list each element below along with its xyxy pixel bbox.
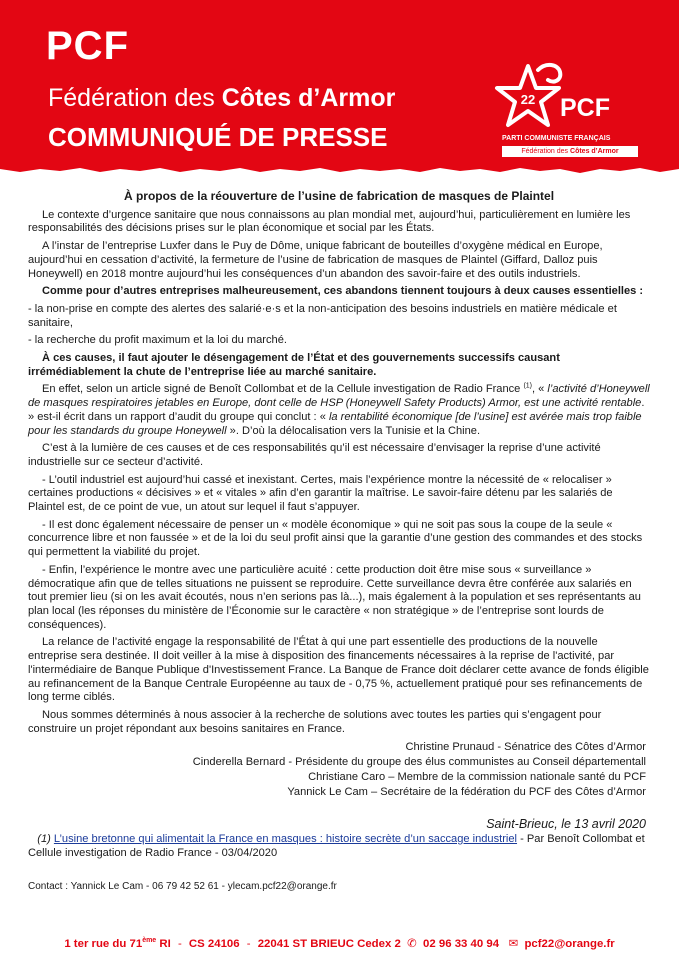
logo-federation-prefix: Fédération des: [521, 148, 571, 155]
paragraph-state-disengagement: À ces causes, il faut ajouter le désengagement de l’État et des gouvernements successifs causant irrémédiablement la chute de l’entreprise liée au marché sanitaire.: [28, 352, 560, 378]
paragraph-industrial-tool: - L’outil industriel est aujourd’hui cassé et inexistant. Certes, mais l’expérience montre la nécessité de « relocaliser » certaines productions « décisives » et « vitales » afin d’en garantir la maîtrise. Le savoir-faire détenu par les salariés de Plaintel est, de ce point de vue, un atout sur lequel il faut s’appuyer.: [28, 473, 613, 514]
pcf22-logo: [494, 60, 644, 160]
footnote: [28, 833, 650, 860]
audit-text: . » est-il écrit dans un rapport d’audit du groupe qui conclut : «: [28, 397, 645, 423]
logo-federation: [502, 146, 638, 157]
cause-item: - la non-prise en compte des alertes des salarié·e·s et la non-anticipation des besoins industriels en matière médicale et sanitaire,: [28, 302, 617, 329]
audit-text: En effet, selon un article signé de Benoît Collombat et de la Cellule investigation de Radio France: [42, 383, 524, 396]
header-doc-type: COMMUNIQUÉ DE PRESSE: [48, 122, 388, 152]
paragraph-responsibilities: C’est à la lumière de ces causes et de ces responsabilités qu’il est nécessaire d’envisager la reprise d’une activité industrielle sur ce secteur d’activité.: [28, 442, 601, 468]
star-logo-icon: [494, 60, 564, 132]
footer-email[interactable]: pcf22@orange.fr: [524, 938, 615, 950]
header-federation-prefix: Fédération des: [48, 84, 222, 112]
logo-pcf: PCF: [560, 94, 610, 122]
banner-torn-edge: [0, 164, 679, 176]
signatory: Yannick Le Cam – Secrétaire de la fédération du PCF des Côtes d’Armor: [287, 786, 646, 799]
footer-address: [0, 936, 679, 950]
article-title: À propos de la réouverture de l’usine de fabrication de masques de Plaintel: [123, 189, 555, 203]
footer-phone: 02 96 33 40 94: [423, 938, 500, 950]
header-federation-name: Côtes d’Armor: [221, 84, 396, 112]
signatories: [28, 740, 650, 800]
paragraph-audit-report: [28, 383, 650, 438]
footnote-source-rest: - Par Benoît Collombat et Cellule investigation de Radio France - 03/04/2020: [28, 833, 645, 859]
audit-text: , «: [532, 383, 548, 396]
signatory: Christine Prunaud - Sénatrice des Côtes d’Armor: [405, 741, 646, 754]
logo-federation-name: Côtes d’Armor: [570, 148, 619, 155]
logo-subtitle: PARTI COMMUNISTE FRANÇAIS: [502, 135, 611, 142]
phone-icon: ✆: [403, 938, 420, 950]
header-federation: [48, 86, 395, 111]
audit-quote: l’activité d’Honeywell de masques respiratoires jetables en Europe, dont celle de HSP (Honeywell Safety Products) Armor, est une activité rentable: [28, 383, 650, 410]
footnote-marker: (1): [37, 833, 51, 846]
envelope-icon: ✉: [502, 938, 522, 950]
footnote-ref: (1): [523, 382, 532, 390]
footnote-source-link[interactable]: L’usine bretonne qui alimentait la France en masques : histoire secrète d’un saccage industriel: [53, 833, 518, 846]
audit-text: ». D’où la délocalisation vers la Tunisie et la Chine.: [226, 424, 481, 437]
logo-number: 22: [520, 92, 536, 107]
header-pcf: PCF: [46, 24, 129, 68]
press-release-body: [28, 190, 650, 894]
signatory: Cinderella Bernard - Présidente du groupe des élus communistes au Conseil départementall: [192, 756, 646, 769]
footer-street: [64, 938, 170, 950]
press-header-banner: [0, 0, 679, 168]
footer-street-pre: 1 ter rue du 71: [64, 938, 143, 950]
paragraph-context: Le contexte d’urgence sanitaire que nous connaissons au plan mondial met, aujourd’hui, particulièrement en lumière les responsabilités des décisions prises sur le plan économique et social par les États.: [28, 208, 631, 235]
footer-street-sup: ème: [142, 937, 157, 945]
footer-cs: CS 24106: [188, 938, 240, 950]
cause-item: - la recherche du profit maximum et la loi du marché.: [28, 334, 287, 347]
paragraph-luxfer: A l’instar de l’entreprise Luxfer dans le Puy de Dôme, unique fabricant de bouteilles d’oxygène médical en Europe, aujourd’hui en cessation d’activité, la fermeture de l’usine de fabrication de masques de Plaintel (Giffard, Dalloz puis Honeywell) en 2018 montre aujourd’hui les conséquences d’un abandon des savoir-faire et des outils industriels.: [28, 240, 603, 280]
footer-separator: -: [177, 938, 182, 950]
paragraph-relaunch: La relance de l’activité engage la responsabilité de l’État à qui une part essentielle des productions de la nouvelle entreprise sera destinée. Il doit veiller à la mise à disposition des financements nécessaires à la reprise de l'activité, par l'intermédiaire de Banque Publique d'Investissement France. La Banque de France doit déclarer cette avance de fonds éligible au refinancement de la Banque Centrale Européenne au taux de - 0,75 %, actuellement pratiqué pour ses refinancements de long terme ciblés.: [28, 636, 649, 704]
signatory: Christiane Caro – Membre de la commission nationale santé du PCF: [308, 771, 646, 784]
date-line: Saint-Brieuc, le 13 avril 2020: [486, 817, 646, 832]
paragraph-commitment: Nous sommes déterminés à nous associer à la recherche de solutions avec toutes les parties qui s’engagent pour construire un projet répondant aux besoins sanitaires en France.: [28, 708, 602, 735]
audit-quote: la rentabilité économique [de l’usine] est avérée mais trop faible pour les standards du groupe Honeywell: [28, 410, 642, 437]
footer-city: 22041 ST BRIEUC Cedex 2: [257, 938, 401, 950]
contact-line: Contact : Yannick Le Cam - 06 79 42 52 61 - ylecam.pcf22@orange.fr: [28, 881, 337, 893]
paragraph-economic-model: - Il est donc également nécessaire de penser un « modèle économique » qui ne soit pas sous la coupe de la seule « concurrence libre et non faussée » et de la loi du seul profit ainsi que la garantie d’une gestion des commandes et des stocks qui permettent la viabilité du projet.: [28, 518, 643, 559]
footer-separator: -: [246, 938, 251, 950]
footer-street-post: RI: [156, 938, 171, 950]
paragraph-surveillance: - Enfin, l’expérience le montre avec une particulière acuité : cette production doit être mise sous « surveillance » démocratique afin que de telles situations ne puissent se reproduire. Cette surveillance devra être conférée aux salariés en tout premier lieu (si on les avait écoutés, nous n’en serions pas là...), mais également à la population et ses représentants au plan local (les réponses du ministère de l’Économie sur le caractère « non stratégique » de l’entreprise sont lourds de conséquences).: [28, 563, 641, 631]
paragraph-causes-intro: Comme pour d’autres entreprises malheureusement, ces abandons tiennent toujours à deux causes essentielles :: [42, 285, 644, 298]
